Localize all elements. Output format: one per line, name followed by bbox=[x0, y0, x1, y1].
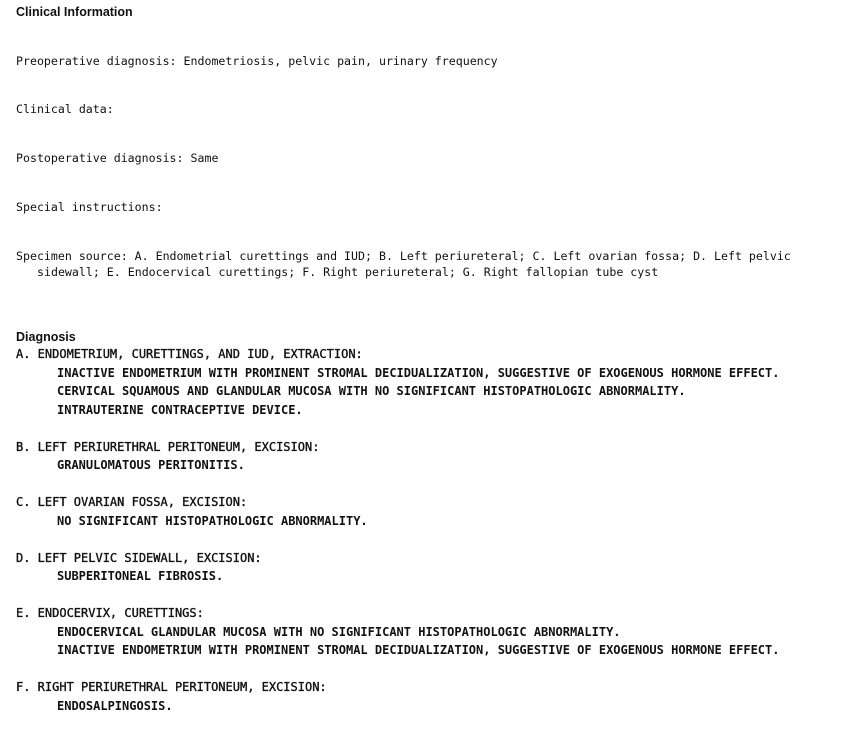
diagnosis-finding: INTRAUTERINE CONTRACEPTIVE DEVICE. bbox=[57, 402, 303, 417]
diagnosis-item-heading: C. LEFT OVARIAN FOSSA, EXCISION: bbox=[16, 495, 248, 510]
diagnosis-finding: CERVICAL SQUAMOUS AND GLANDULAR MUCOSA WITH NO SIGNIFICANT HISTOPATHOLOGIC ABNORMALITY. bbox=[57, 384, 686, 399]
diagnosis-item bbox=[16, 438, 832, 475]
diagnosis-finding: SUBPERITONEAL FIBROSIS. bbox=[57, 569, 224, 584]
diagnosis-finding: ENDOCERVICAL GLANDULAR MUCOSA WITH NO SIGNIFICANT HISTOPATHOLOGIC ABNORMALITY. bbox=[57, 624, 621, 639]
diagnosis-finding: INACTIVE ENDOMETRIUM WITH PROMINENT STROMAL DECIDUALIZATION, SUGGESTIVE OF EXOGENOUS HORMONE EFFECT. bbox=[57, 365, 780, 380]
clinical-information-section bbox=[16, 4, 832, 313]
clinical-information-lines bbox=[16, 20, 832, 313]
diagnosis-title: Diagnosis bbox=[16, 330, 76, 345]
diagnosis-item bbox=[16, 345, 832, 419]
diagnosis-item-heading: E. ENDOCERVIX, CURETTINGS: bbox=[16, 606, 204, 621]
diagnosis-finding: INACTIVE ENDOMETRIUM WITH PROMINENT STROMAL DECIDUALIZATION, SUGGESTIVE OF EXOGENOUS HORMONE EFFECT. bbox=[57, 643, 780, 658]
diagnosis-item-heading: B. LEFT PERIURETHRAL PERITONEUM, EXCISION: bbox=[16, 439, 320, 454]
specimen-source-line: Specimen source: A. Endometrial curettings and IUD; B. Left periureteral; C. Left ovarian fossa; D. Left pelvic sidewall; E. Endocervical curettings; F. Right periureteral; G. Right fallopian tube cyst bbox=[16, 249, 798, 280]
special-instructions-line: Special instructions: bbox=[16, 200, 163, 215]
diagnosis-list bbox=[16, 345, 832, 715]
diagnosis-item bbox=[16, 678, 832, 715]
diagnosis-section bbox=[16, 329, 832, 715]
preoperative-diagnosis-line: Preoperative diagnosis: Endometriosis, pelvic pain, urinary frequency bbox=[16, 53, 498, 68]
diagnosis-finding: GRANULOMATOUS PERITONITIS. bbox=[57, 458, 245, 473]
diagnosis-item bbox=[16, 549, 832, 586]
diagnosis-finding: ENDOSALPINGOSIS. bbox=[57, 698, 173, 713]
diagnosis-item bbox=[16, 493, 832, 530]
pathology-report bbox=[16, 4, 832, 734]
diagnosis-finding: NO SIGNIFICANT HISTOPATHOLOGIC ABNORMALITY. bbox=[57, 513, 368, 528]
clinical-information-title: Clinical Information bbox=[16, 5, 133, 19]
diagnosis-item-heading: A. ENDOMETRIUM, CURETTINGS, AND IUD, EXTRACTION: bbox=[16, 347, 363, 362]
clinical-data-line: Clinical data: bbox=[16, 102, 114, 117]
diagnosis-item-heading: D. LEFT PELVIC SIDEWALL, EXCISION: bbox=[16, 550, 262, 565]
diagnosis-item-heading: F. RIGHT PERIURETHRAL PERITONEUM, EXCISION: bbox=[16, 680, 327, 695]
diagnosis-item bbox=[16, 604, 832, 660]
postoperative-diagnosis-line: Postoperative diagnosis: Same bbox=[16, 151, 219, 166]
